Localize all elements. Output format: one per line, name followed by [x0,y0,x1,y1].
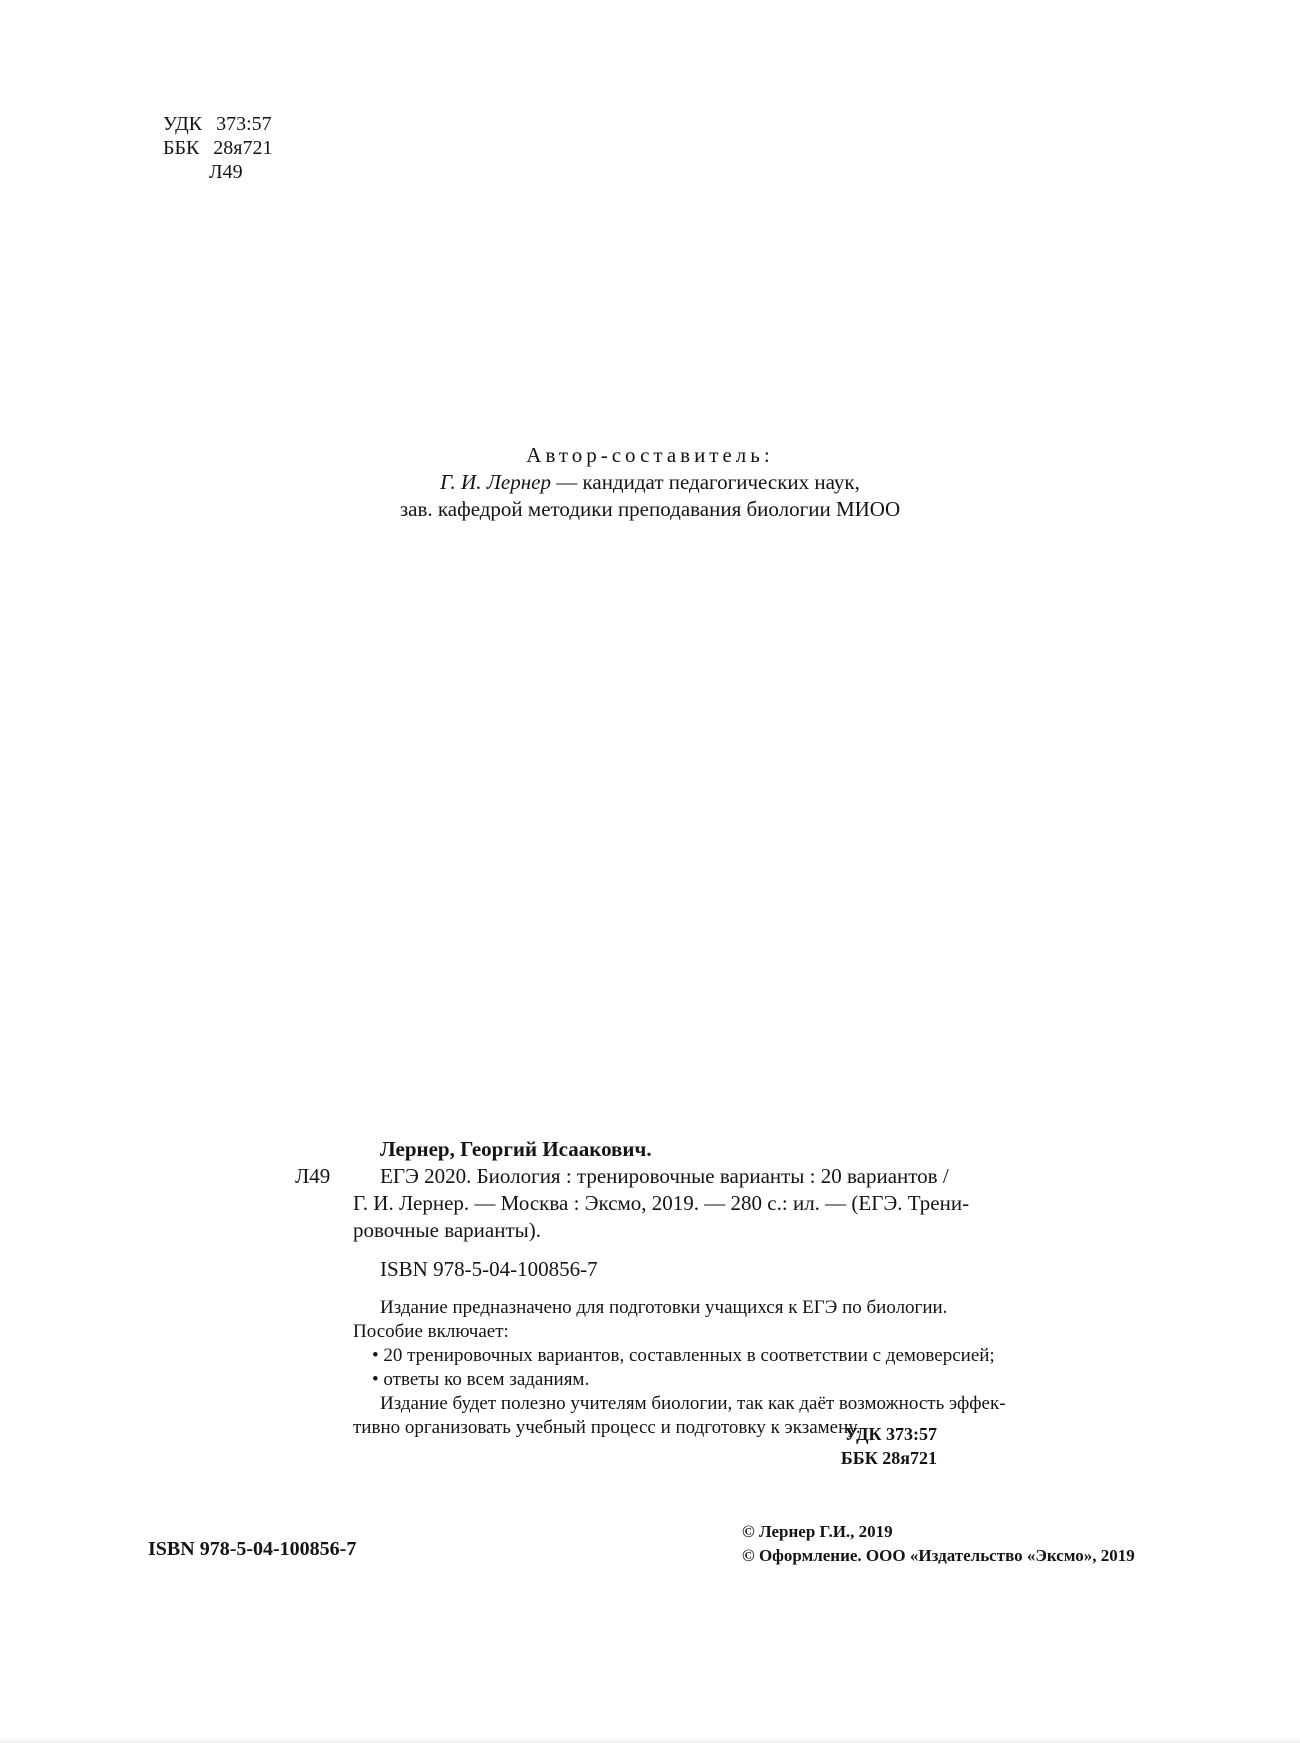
page-bottom-edge [0,1737,1300,1743]
author-name: Г. И. Лернер [440,470,551,494]
udk-code-bottom: УДК 373:57 [844,1424,937,1444]
author-sign-code: Л49 [209,161,243,183]
footer-isbn: ISBN 978-5-04-100856-7 [148,1538,357,1560]
biblio-series-line: ровочные варианты). [353,1218,541,1242]
bibliographic-block [295,1136,1006,1440]
annotation-line: Пособие включает: [353,1321,509,1342]
biblio-title-line: ЕГЭ 2020. Биология : тренировочные варианты : 20 вариантов / [380,1164,949,1188]
bbk-code-bottom: ББК 28я721 [840,1448,937,1468]
author-degree: — кандидат педагогических наук, [550,470,860,494]
author-position-line: зав. кафедрой методики преподавания биологии МИОО [399,497,901,521]
annotation-line: тивно организовать учебный процесс и подготовку к экзамену. [353,1417,861,1438]
biblio-imprint-line: Г. И. Лернер. — Москва : Эксмо, 2019. — 280 с.: ил. — (ЕГЭ. Трени- [353,1191,970,1215]
biblio-isbn: ISBN 978-5-04-100856-7 [380,1257,598,1281]
copyright-author: © Лернер Г.И., 2019 [742,1522,893,1541]
annotation-bullet-item: • 20 тренировочных вариантов, составленных в соответствии с демоверсией; [372,1345,995,1366]
annotation-line: Издание предназначено для подготовки учащихся к ЕГЭ по биологии. [380,1297,948,1318]
copyright-block [742,1520,1135,1568]
author-credentials-line [330,469,970,496]
biblio-hang-code: Л49 [295,1164,331,1188]
bottom-catalog-codes [353,1422,937,1470]
annotation-bullet-item: • ответы ко всем заданиям. [372,1369,590,1390]
author-compiler-block [330,442,970,523]
annotation-block [353,1296,1006,1440]
biblio-author-line: Лернер, Георгий Исаакович. [380,1137,652,1161]
udk-code: УДК 373:57 [163,113,272,135]
copyright-publisher: © Оформление. ООО «Издательство «Эксмо», 2019 [742,1546,1135,1565]
annotation-line: Издание будет полезно учителям биологии, так как даёт возможность эффек- [380,1393,1006,1414]
author-compiler-heading: Автор-составитель: [526,443,774,467]
top-catalog-codes [163,112,273,184]
bbk-code: ББК 28я721 [163,137,273,159]
